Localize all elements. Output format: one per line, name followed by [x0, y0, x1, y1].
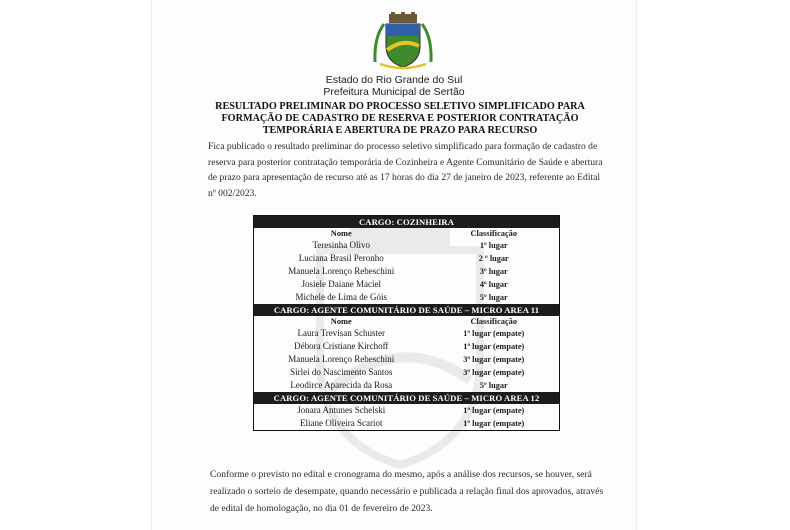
candidate-classification: 3º lugar (empate)	[463, 368, 525, 377]
candidate-name: Manuela Lorenço Rebeschini	[288, 354, 395, 364]
candidate-name: Laura Trevisan Schuster	[297, 328, 385, 338]
candidate-name: Josiele Daiane Maciel	[301, 279, 381, 289]
candidate-name: Luciana Brasil Peronho	[298, 253, 384, 263]
table-row	[254, 239, 560, 252]
table-row	[254, 379, 560, 392]
intro-line: de prazo para apresentação de recurso até as 17 horas do dia 27 de janeiro de 2023, referente ao Edital	[208, 172, 601, 183]
intro-paragraph	[208, 139, 620, 201]
closing-line: realizado o sorteio de desempate, quando necessário e publicada a relação final dos aprovados, através	[210, 486, 604, 497]
table-row	[254, 404, 560, 417]
table-row	[254, 340, 560, 353]
document-title-line-3: TEMPORÁRIA E ABERTURA DE PRAZO PARA RECURSO	[262, 125, 538, 136]
cargo-header-acs-micro-area-12: CARGO: AGENTE COMUNITÁRIO DE SAÚDE – MICRO AREA 12	[254, 392, 560, 404]
candidate-classification: 1º lugar	[479, 241, 508, 250]
candidate-classification: 5º lugar	[479, 293, 508, 302]
column-header-classification: Classificação	[470, 317, 518, 326]
state-name: Estado do Rio Grande do Sul	[325, 74, 463, 86]
table-row	[254, 265, 560, 278]
table-row	[254, 278, 560, 291]
candidate-name: Teresinha Olivo	[312, 240, 371, 250]
table-row	[254, 252, 560, 265]
candidate-name: Débora Cristiane Kirchoff	[294, 341, 389, 351]
candidate-classification: 1º lugar (empate)	[463, 329, 525, 338]
column-header-classification: Classificação	[470, 229, 518, 238]
candidate-classification: 2 º lugar	[478, 254, 509, 263]
candidate-classification: 1º lugar (empate)	[463, 406, 525, 415]
table-row	[254, 417, 560, 431]
closing-line: de edital de homologação, no dia 01 de fevereiro de 2023.	[210, 503, 433, 514]
intro-line: reserva para posterior contratação temporária de Cozinheira e Agente Comunitário de Saúde e abertura	[208, 156, 603, 168]
candidate-classification: 1º lugar (empate)	[463, 342, 525, 351]
closing-line: Conforme o previsto no edital e cronograma do mesmo, após a análise dos recursos, se houver, será	[210, 469, 592, 480]
document-title-line-2: FORMAÇÃO DE CADASTRO DE RESERVA E POSTERIOR CONTRATAÇÃO	[221, 113, 579, 124]
municipal-crest-logo	[372, 12, 434, 70]
document-title-line-1: RESULTADO PRELIMINAR DO PROCESSO SELETIVO SIMPLIFICADO PARA	[215, 101, 585, 112]
column-header-name: Nome	[330, 317, 352, 326]
table-row	[254, 366, 560, 379]
candidate-name: Sirlei do Nascimento Santos	[290, 367, 393, 377]
candidate-name: Eliane Oliveira Scariot	[300, 418, 383, 428]
closing-paragraph	[210, 466, 618, 517]
candidate-classification: 1º lugar (empate)	[463, 419, 525, 428]
results-table	[253, 215, 560, 431]
table-row	[254, 353, 560, 366]
intro-line: Fica publicado o resultado preliminar do processo seletivo simplificado para formação de cadastro de	[208, 141, 598, 152]
column-header-name: Nome	[330, 229, 352, 238]
candidate-classification: 3º lugar (empate)	[463, 355, 525, 364]
candidate-name: Manuela Lorenço Rebeschini	[288, 266, 395, 276]
table-row	[254, 327, 560, 340]
intro-line: nº 002/2023.	[208, 187, 257, 199]
candidate-classification: 5º lugar	[479, 381, 508, 390]
municipality-name: Prefeitura Municipal de Sertão	[323, 86, 465, 98]
candidate-classification: 4º lugar	[479, 280, 508, 289]
cargo-header-acs-micro-area-11: CARGO: AGENTE COMUNITÁRIO DE SAÚDE – MICRO AREA 11	[254, 304, 560, 316]
cargo-header-cozinheira: CARGO: COZINHEIRA	[254, 216, 560, 229]
candidate-name: Jonara Antunes Schelski	[297, 405, 386, 415]
candidate-name: Michele de Lima de Góis	[295, 292, 387, 302]
table-row	[254, 291, 560, 304]
candidate-name: Leodirce Aparecida da Rosa	[290, 380, 393, 390]
candidate-classification: 3º lugar	[479, 267, 508, 276]
